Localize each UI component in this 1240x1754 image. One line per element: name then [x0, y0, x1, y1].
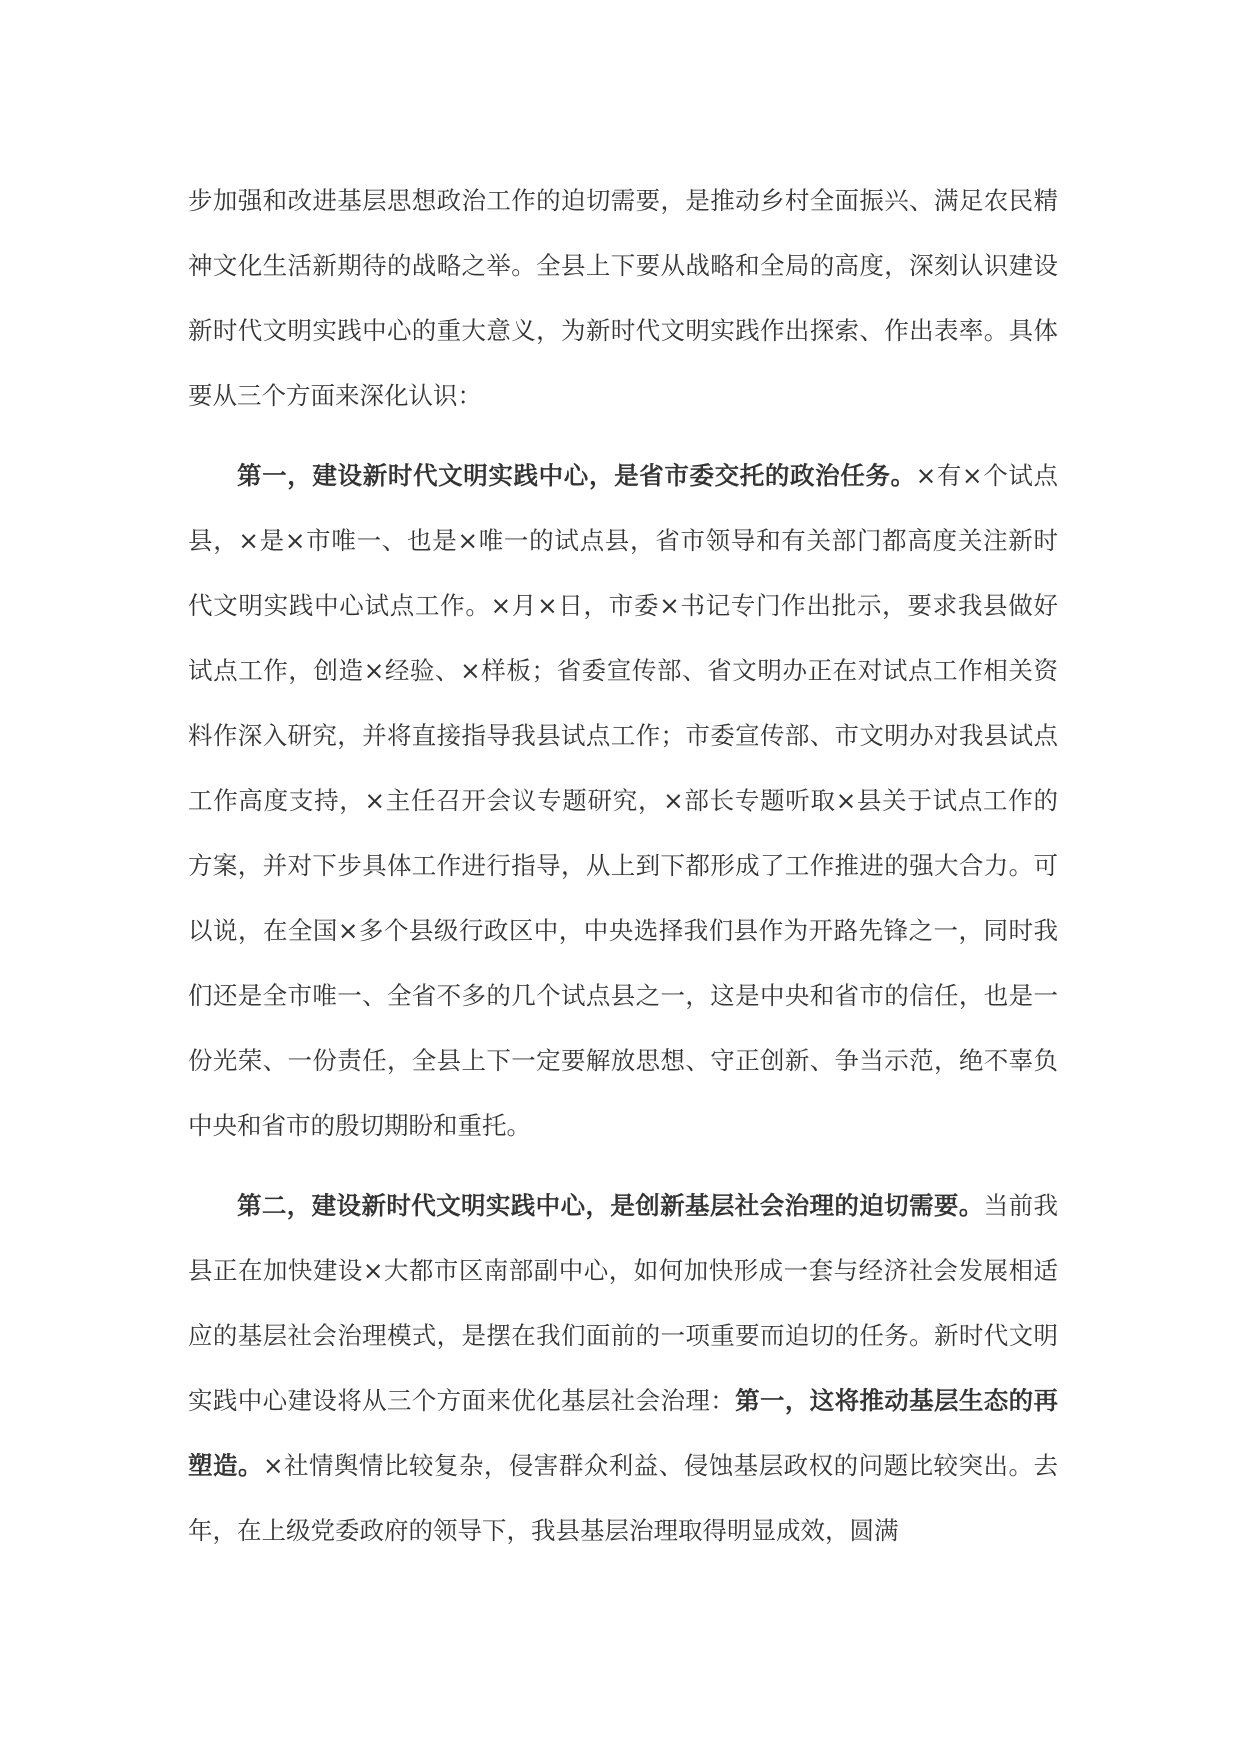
paragraph-second-point — [188, 1173, 1058, 1563]
paragraph-intro-text: 步加强和改进基层思想政治工作的迫切需要，是推动乡村全面振兴、满足农民精神文化生活新期待的战略之举。全县上下要从战略和全局的高度，深刻认识建设新时代文明实践中心的重大意义，为新时代文明实践作出探索、作出表率。具体要从三个方面来深化认识： — [188, 186, 1058, 410]
paragraph-second-point-heading: 第二，建设新时代文明实践中心，是创新基层社会治理的迫切需要。 — [237, 1191, 984, 1220]
paragraph-first-point-heading: 第一，建设新时代文明实践中心，是省市委交托的政治任务。 — [237, 461, 916, 490]
paragraph-first-point-text: ×有×个试点县，×是×市唯一、也是×唯一的试点县，省市领导和有关部门都高度关注新时代文明实践中心试点工作。×月×日，市委×书记专门作出批示，要求我县做好试点工作，创造×经验、×样板；省委宣传部、省文明办正在对试点工作相关资料作深入研究，并将直接指导我县试点工作；市委宣传部、市文明办对我县试点工作高度支持，×主任召开会议专题研究，×部长专题听取×县关于试点工作的方案，并对下步具体工作进行指导，从上到下都形成了工作推进的强大合力。可以说，在全国×多个县级行政区中，中央选择我们县作为开路先锋之一，同时我们还是全市唯一、全省不多的几个试点县之一，这是中央和省市的信任，也是一份光荣、一份责任，全县上下一定要解放思想、守正创新、争当示范，绝不辜负中央和省市的殷切期盼和重托。 — [188, 461, 1058, 1140]
paragraph-first-point — [188, 443, 1058, 1158]
paragraph-second-point-text: 当前我县正在加快建设×大都市区南部副中心，如何加快形成一套与经济社会发展相适应的基层社会治理模式，是摆在我们面前的一项重要而迫切的任务。新时代文明实践中心建设将从三个方面来优化基层社会治理： — [188, 1191, 1058, 1415]
paragraph-second-point-subheading: 第一，这将推动基层生态的再塑造。 — [188, 1386, 1059, 1480]
document-body — [188, 168, 1058, 1563]
paragraph-second-point-tail: ×社情舆情比较复杂，侵害群众利益、侵蚀基层政权的问题比较突出。去年，在上级党委政府的领导下，我县基层治理取得明显成效，圆满 — [188, 1451, 1058, 1545]
paragraph-intro — [188, 168, 1058, 428]
